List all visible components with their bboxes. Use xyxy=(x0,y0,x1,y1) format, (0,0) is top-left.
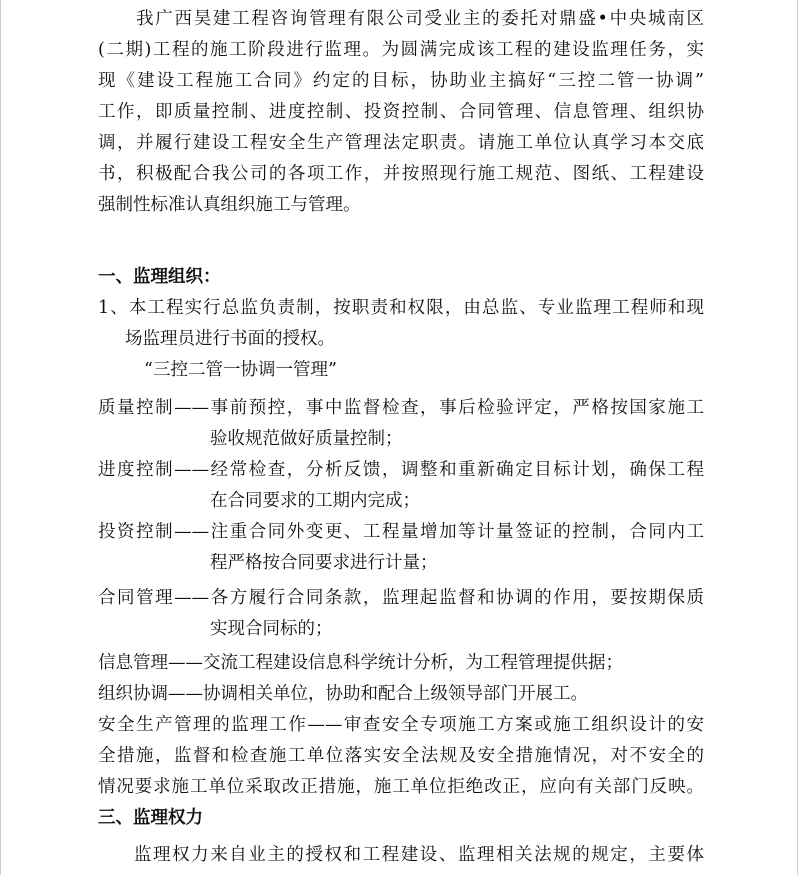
control-contract-line-1: 合同管理——各方履行合同条款，监理起监督和协调的作用，要按期保质 xyxy=(98,588,704,608)
intro-line-7: 强制性标准认真组织施工与管理。 xyxy=(98,195,361,215)
control-contract-line-2: 实现合同标的； xyxy=(210,619,333,639)
section-1-item-1-line-1: 1、本工程实行总监负责制，按职责和权限，由总监、专业监理工程师和现 xyxy=(98,298,704,318)
intro-line-1: 我广西昊建工程咨询管理有限公司受业主的委托对鼎盛•中央城南区 xyxy=(136,9,704,29)
intro-line-3: 现《建设工程施工合同》约定的目标，协助业主搞好“三控二管一协调” xyxy=(98,71,704,91)
control-investment-line-2: 程严格按合同要求进行计量； xyxy=(210,553,438,573)
section-1-quote: “三控二管一协调一管理” xyxy=(144,360,337,380)
control-progress-line-2: 在合同要求的工期内完成； xyxy=(210,491,420,511)
intro-line-5: 调，并履行建设工程安全生产管理法定职责。请施工单位认真学习本交底 xyxy=(98,133,704,153)
section-1-heading: 一、监理组织： xyxy=(98,267,221,287)
safety-line-2: 全措施，监督和检查施工单位落实安全法规及安全措施情况，对不安全的 xyxy=(98,746,704,766)
safety-line-3: 情况要求施工单位采取改正措施，施工单位拒绝改正，应向有关部门反映。 xyxy=(98,777,704,797)
control-progress-line-1: 进度控制——经常检查，分析反馈，调整和重新确定目标计划，确保工程 xyxy=(98,460,704,480)
section-3-paragraph: 监理权力来自业主的授权和工程建设、监理相关法规的规定，主要体 xyxy=(134,845,704,865)
safety-line-1: 安全生产管理的监理工作——审查安全专项施工方案或施工组织设计的安 xyxy=(98,715,704,735)
control-coordination-line-1: 组织协调——协调相关单位，协助和配合上级领导部门开展工。 xyxy=(98,684,588,704)
intro-line-2: (二期)工程的施工阶段进行监理。为圆满完成该工程的建设监理任务，实 xyxy=(98,40,704,60)
section-3-heading: 三、监理权力 xyxy=(98,808,203,828)
control-investment-line-1: 投资控制——注重合同外变更、工程量增加等计量签证的控制，合同内工 xyxy=(98,522,704,542)
control-information-line-1: 信息管理——交流工程建设信息科学统计分析，为工程管理提供据； xyxy=(98,653,623,673)
control-quality-line-1: 质量控制——事前预控，事中监督检查，事后检验评定，严格按国家施工 xyxy=(98,398,704,418)
section-1-item-1-line-2: 场监理员进行书面的授权。 xyxy=(125,329,335,349)
intro-line-6: 书，积极配合我公司的各项工作，并按照现行施工规范、图纸、工程建设 xyxy=(98,164,704,184)
intro-line-4: 工作，即质量控制、进度控制、投资控制、合同管理、信息管理、组织协 xyxy=(98,102,704,122)
control-quality-line-2: 验收规范做好质量控制； xyxy=(210,429,403,449)
